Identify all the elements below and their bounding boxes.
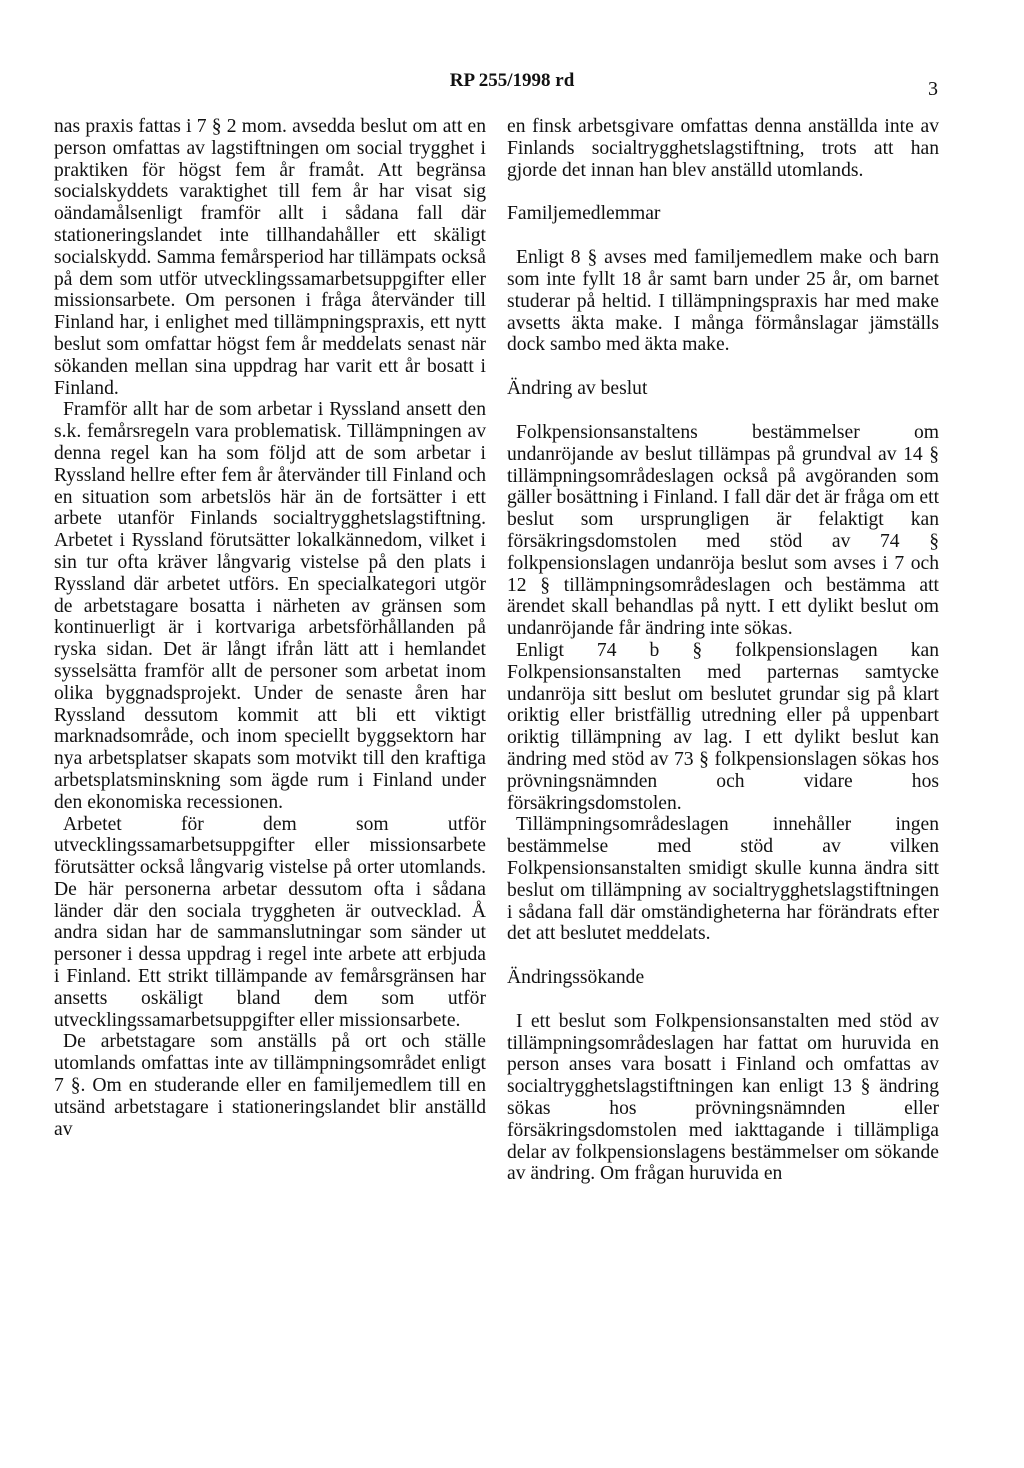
paragraph: Framför allt har de som arbetar i Ryssland ansett den s.k. femårsregeln vara problematisk. Tillämpningen av denna regel kan ha som följd att de som arbetar i Ryssland hellre efter fem år återvänder till Finland och en situation som arbetslös här än de fortsätter i ett arbete utanför Finlands socialtrygghetslagstiftning. Arbetet i Ryssland förutsätter lokalkännedom, vilket i sin tur ofta kräver långvarig vistelse på den plats i Ryssland där arbetet utförs. En specialkategori utgör de arbetstagare bosatta i närheten av gränsen som kontinuerligt är i kortvariga arbetsförhållanden på ryska sidan. Det är långt ifrån lätt att i hemlandet sysselsätta framför allt de personer som arbetat inom olika byggnadsprojekt. Under de senaste åren har Ryssland dessutom kommit att bli ett viktigt marknadsområde, och inom speciellt byggsektorn har nya arbetsplatser skapats som motvikt till den kraftiga arbetsplatsminskning som ägde rum i Finland under den ekonomiska recessionen. bbox=[54, 399, 486, 813]
section-heading-family: Familjemedlemmar bbox=[507, 203, 661, 225]
paragraph: nas praxis fattas i 7 § 2 mom. avsedda beslut om att en person omfattas av lagstiftningen om social trygghet i praktiken för högst fem år framåt. Att begränsa socialskyddets varaktighet till fem år har visat sig oändamålsenligt framför allt i sådana fall där stationeringslandet inte tillhandahåller ett skäligt socialskydd. Samma femårsperiod har tillämpats också på dem som utför utvecklingssamarbetsuppgifter eller missionsarbete. Om personen i fråga återvänder till Finland har, i enlighet med tillämpningspraxis, ett nytt beslut som omfattar högst fem år meddelats senast när sökanden mellan sina uppdrag har varit ett år bosatt i Finland. bbox=[54, 116, 486, 399]
section-heading-change: Ändring av beslut bbox=[507, 378, 648, 400]
page-header bbox=[0, 70, 1024, 100]
section-heading-appeal: Ändringssökande bbox=[507, 967, 645, 989]
page-number: 3 bbox=[928, 78, 938, 100]
paragraph: en finsk arbetsgivare omfattas denna anställda inte av Finlands socialtrygghetslagstiftning, trots att han gjorde det innan han blev anställd utomlands. bbox=[507, 116, 939, 181]
paragraph: Enligt 8 § avses med familjemedlem make och barn som inte fyllt 18 år samt barn under 25 år, om barnet studerar på heltid. I tillämpningspraxis har med make avsetts äkta make. I många förmånslagar jämställs dock sambo med äkta make. bbox=[507, 247, 939, 356]
paragraph: I ett beslut som Folkpensionsanstalten med stöd av tillämpningsområdeslagen har fattat om huruvida en person anses vara bosatt i Finland och omfattas av socialtrygghetslagstiftningen kan enligt 13 § ändring sökas hos prövningsnämnden eller försäkringsdomstolen med iakttagande i tillämpliga delar av folkpensionslagens bestämmelser om sökande av ändring. Om frågan huruvida en bbox=[507, 1010, 939, 1185]
paragraph: Tillämpningsområdeslagen innehåller ingen bestämmelse med stöd av vilken Folkpensionsanstalten smidigt skulle kunna ändra sitt beslut om tillämpning av socialtrygghetslagstiftningen i sådana fall där omständigheterna har förändrats efter det att beslutet meddelats. bbox=[507, 814, 939, 945]
paragraph: Arbetet för dem som utför utvecklingssamarbetsuppgifter eller missionsarbete förutsätter också långvarig vistelse på orter utomlands. De här personerna arbetar dessutom ofta i sådana länder där den sociala tryggheten är outvecklad. Å andra sidan har de sammanslutningar som sänder ut personer i dessa uppdrag i regel inte arbete att erbjuda i Finland. Ett strikt tillämpande av femårsgränsen har ansetts oskäligt bland dem som utför utvecklingssamarbetsuppgifter eller missionsarbete. bbox=[54, 813, 486, 1031]
right-column bbox=[507, 116, 939, 1185]
paragraph: Folkpensionsanstaltens bestämmelser om undanröjande av beslut tillämpas på grundval av 14 § tillämpningsområdeslagen också på avgöranden som gäller bosättning i Finland. I fall där det är fråga om ett beslut som ursprungligen är felaktigt kan försäkringsdomstolen med stöd av 74 § folkpensionslagen undanröja beslut som avses i 7 och 12 § tillämpningsområdeslagen och bestämma att ärendet skall behandlas på nytt. I ett dylikt beslut om undanröjande får ändring inte sökas. bbox=[507, 421, 940, 640]
paragraph: Enligt 74 b § folkpensionslagen kan Folkpensionsanstalten med parternas samtycke undanröja sitt beslut om beslutet grundar sig på klart oriktig eller bristfällig utredning eller på uppenbart oriktig tillämpning av lag. I ett dylikt beslut kan ändring med stöd av 73 § folkpensionslagen sökas hos prövningsnämnden och vidare hos försäkringsdomstolen. bbox=[507, 639, 939, 814]
paragraph: De arbetstagare som anställs på ort och ställe utomlands omfattas inte av tillämpningsområdet enligt 7 §. Om en studerande eller en familjemedlem till en utsänd arbetstagare i stationeringslandet blir anställd av bbox=[54, 1031, 486, 1140]
left-column bbox=[54, 116, 486, 1140]
document-title: RP 255/1998 rd bbox=[449, 70, 575, 91]
